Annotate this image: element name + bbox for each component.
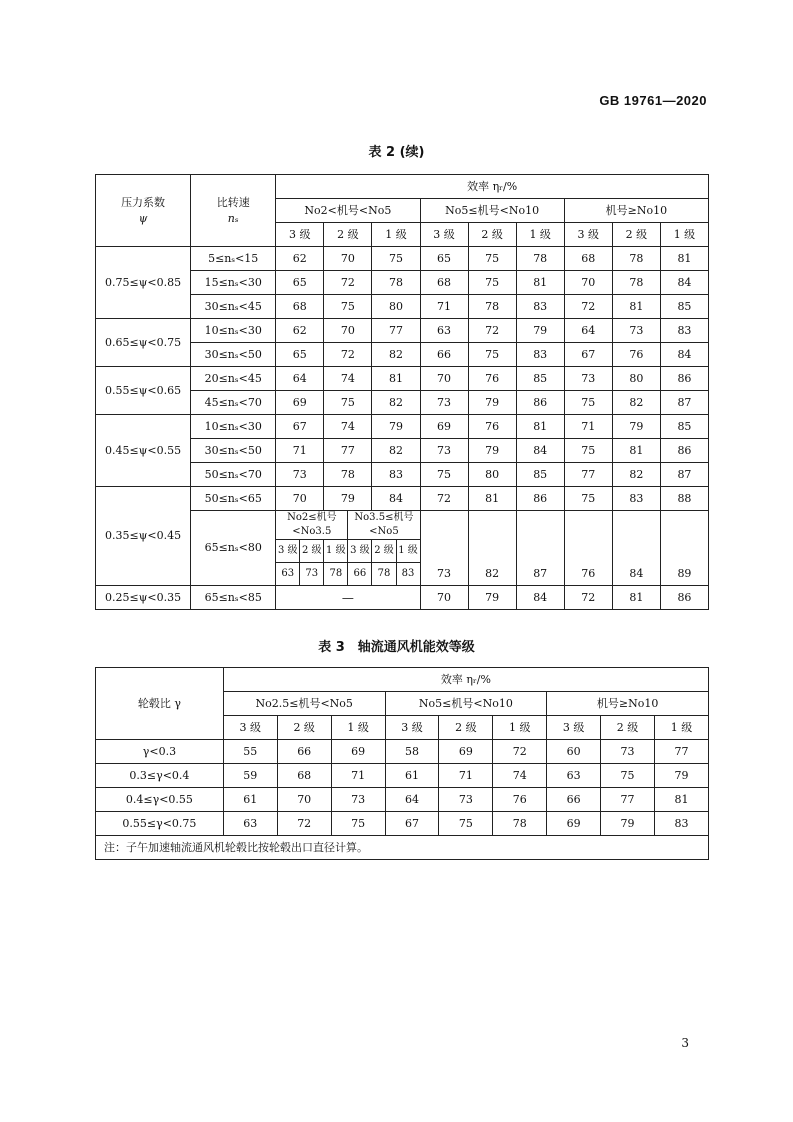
efficiency-value: 75: [331, 812, 385, 836]
table-row: [96, 415, 709, 439]
efficiency-value: 85: [660, 415, 708, 439]
efficiency-value: 72: [420, 487, 468, 511]
efficiency-value: 76: [493, 788, 547, 812]
efficiency-value: 72: [564, 586, 612, 610]
efficiency-value: 73: [420, 511, 468, 586]
hub-ratio-header: 轮毂比 γ: [96, 668, 224, 740]
table2-caption: 表 2 (续): [368, 145, 425, 160]
efficiency-value: 73: [300, 563, 324, 586]
efficiency-value: 69: [276, 391, 324, 415]
efficiency-value: 87: [660, 391, 708, 415]
efficiency-value: 81: [468, 487, 516, 511]
efficiency-value: 75: [564, 439, 612, 463]
grade-header: 3 级: [547, 716, 601, 740]
table3-header-row: [96, 668, 709, 692]
efficiency-value: 72: [564, 295, 612, 319]
specific-speed-range: 30≤nₛ<50: [191, 439, 276, 463]
grade-header: 3 级: [348, 540, 372, 563]
pressure-coefficient-header: [96, 175, 191, 247]
efficiency-value: 70: [564, 271, 612, 295]
grade-header: 1 级: [372, 223, 420, 247]
efficiency-value: 66: [348, 563, 372, 586]
efficiency-value: 81: [612, 439, 660, 463]
grade-header: 1 级: [331, 716, 385, 740]
machine-number-group-header: No2<机号<No5: [276, 199, 420, 223]
grade-header: 3 级: [223, 716, 277, 740]
efficiency-value: 70: [277, 788, 331, 812]
efficiency-value: 60: [547, 740, 601, 764]
efficiency-value: 87: [516, 511, 564, 586]
efficiency-value: 78: [516, 247, 564, 271]
hub-ratio-range: 0.4≤γ<0.55: [96, 788, 224, 812]
grade-header: 1 级: [654, 716, 708, 740]
efficiency-value: 85: [516, 463, 564, 487]
specific-speed-title: 比转速: [216, 195, 250, 209]
efficiency-value: 83: [660, 319, 708, 343]
efficiency-value: 66: [420, 343, 468, 367]
efficiency-value: 83: [516, 343, 564, 367]
specific-speed-range: 45≤nₛ<70: [191, 391, 276, 415]
efficiency-value: 78: [372, 563, 396, 586]
efficiency-value: 79: [372, 415, 420, 439]
efficiency-value: 67: [385, 812, 439, 836]
efficiency-value: 74: [493, 764, 547, 788]
efficiency-value: 58: [385, 740, 439, 764]
grade-header: 1 级: [493, 716, 547, 740]
table2-header-row: [96, 175, 709, 199]
grade-header: 2 级: [300, 540, 324, 563]
table3: [95, 667, 709, 860]
efficiency-value: 63: [276, 563, 299, 586]
efficiency-value: 84: [372, 487, 420, 511]
efficiency-value: 79: [468, 586, 516, 610]
efficiency-value: 82: [468, 511, 516, 586]
efficiency-value: 73: [564, 367, 612, 391]
efficiency-value: 74: [324, 367, 372, 391]
efficiency-value: 63: [547, 764, 601, 788]
efficiency-value: 85: [660, 295, 708, 319]
pressure-coefficient-range: 0.25≤ψ<0.35: [96, 586, 191, 610]
specific-speed-range: 15≤nₛ<30: [191, 271, 276, 295]
efficiency-value: 86: [660, 367, 708, 391]
efficiency-value: 76: [468, 415, 516, 439]
efficiency-value: 81: [654, 788, 708, 812]
machine-number-group-header: No2.5≤机号<No5: [223, 692, 385, 716]
specific-speed-range: 10≤nₛ<30: [191, 415, 276, 439]
efficiency-value: 71: [420, 295, 468, 319]
efficiency-value: 66: [277, 740, 331, 764]
table-row: [96, 367, 709, 391]
efficiency-value: 64: [564, 319, 612, 343]
sub-range-cell: [276, 511, 420, 586]
efficiency-value: 81: [516, 271, 564, 295]
efficiency-value: 84: [516, 586, 564, 610]
efficiency-value: 86: [660, 586, 708, 610]
efficiency-value: 69: [439, 740, 493, 764]
efficiency-value: 74: [324, 415, 372, 439]
not-applicable-dash: —: [276, 586, 420, 610]
specific-speed-range: 30≤nₛ<50: [191, 343, 276, 367]
grade-header: 1 级: [660, 223, 708, 247]
efficiency-value: 62: [276, 319, 324, 343]
efficiency-value: 82: [612, 463, 660, 487]
efficiency-value: 68: [276, 295, 324, 319]
grade-header: 1 级: [516, 223, 564, 247]
efficiency-value: 77: [564, 463, 612, 487]
efficiency-value: 67: [564, 343, 612, 367]
efficiency-value: 83: [396, 563, 419, 586]
efficiency-value: 83: [654, 812, 708, 836]
specific-speed-range: 50≤nₛ<70: [191, 463, 276, 487]
efficiency-value: 73: [420, 391, 468, 415]
efficiency-value: 78: [372, 271, 420, 295]
efficiency-value: 79: [612, 415, 660, 439]
efficiency-value: 83: [612, 487, 660, 511]
efficiency-value: 68: [564, 247, 612, 271]
efficiency-value: 72: [277, 812, 331, 836]
machine-number-group-header: 机号≥No10: [564, 199, 708, 223]
efficiency-value: 84: [516, 439, 564, 463]
efficiency-value: 72: [468, 319, 516, 343]
efficiency-value: 86: [660, 439, 708, 463]
efficiency-value: 72: [324, 343, 372, 367]
page-number: 3: [681, 1036, 689, 1050]
grade-header: 2 级: [277, 716, 331, 740]
grade-header: 3 级: [420, 223, 468, 247]
grade-header: 1 级: [324, 540, 348, 563]
efficiency-value: 65: [276, 343, 324, 367]
efficiency-value: 72: [493, 740, 547, 764]
pressure-coefficient-title: 压力系数: [121, 195, 166, 209]
pressure-coefficient-range: 0.55≤ψ<0.65: [96, 367, 191, 415]
efficiency-value: 75: [564, 487, 612, 511]
efficiency-value: 64: [276, 367, 324, 391]
efficiency-value: 78: [468, 295, 516, 319]
efficiency-value: 77: [372, 319, 420, 343]
efficiency-value: 75: [439, 812, 493, 836]
efficiency-value: 73: [439, 788, 493, 812]
efficiency-value: 73: [612, 319, 660, 343]
efficiency-value: 70: [276, 487, 324, 511]
efficiency-header: 效率 ηᵣ/%: [223, 668, 708, 692]
efficiency-value: 79: [468, 439, 516, 463]
efficiency-value: 83: [516, 295, 564, 319]
efficiency-value: 83: [372, 463, 420, 487]
efficiency-value: 71: [276, 439, 324, 463]
hub-ratio-range: 0.3≤γ<0.4: [96, 764, 224, 788]
specific-speed-range: 5≤nₛ<15: [191, 247, 276, 271]
grade-header: 2 级: [324, 223, 372, 247]
efficiency-value: 77: [654, 740, 708, 764]
efficiency-value: 73: [276, 463, 324, 487]
efficiency-value: 68: [420, 271, 468, 295]
efficiency-value: 80: [612, 367, 660, 391]
efficiency-value: 59: [223, 764, 277, 788]
efficiency-value: 80: [372, 295, 420, 319]
table-row: [96, 586, 709, 610]
efficiency-value: 75: [324, 295, 372, 319]
table2: [95, 174, 709, 610]
table-row: [96, 788, 709, 812]
efficiency-value: 76: [468, 367, 516, 391]
table3-note-row: [96, 836, 709, 860]
efficiency-value: 73: [420, 439, 468, 463]
specific-speed-header: [191, 175, 276, 247]
grade-header: 3 级: [276, 223, 324, 247]
efficiency-value: 80: [468, 463, 516, 487]
efficiency-value: 75: [324, 391, 372, 415]
efficiency-value: 78: [493, 812, 547, 836]
efficiency-value: 86: [516, 391, 564, 415]
efficiency-value: 81: [612, 586, 660, 610]
table-row: [96, 487, 709, 511]
efficiency-value: 69: [331, 740, 385, 764]
pressure-coefficient-range: 0.45≤ψ<0.55: [96, 415, 191, 487]
efficiency-value: 71: [439, 764, 493, 788]
efficiency-value: 82: [372, 439, 420, 463]
efficiency-value: 73: [331, 788, 385, 812]
grade-header: 3 级: [276, 540, 299, 563]
efficiency-value: 82: [372, 343, 420, 367]
efficiency-value: 81: [660, 247, 708, 271]
efficiency-value: 89: [660, 511, 708, 586]
standard-code: GB 19761—2020: [599, 93, 707, 108]
table3-caption: 表 3 轴流通风机能效等级: [318, 640, 475, 655]
efficiency-value: 61: [223, 788, 277, 812]
efficiency-value: 86: [516, 487, 564, 511]
table-row: [96, 319, 709, 343]
efficiency-value: 73: [601, 740, 655, 764]
efficiency-value: 79: [601, 812, 655, 836]
grade-header: 2 级: [439, 716, 493, 740]
efficiency-value: 81: [612, 295, 660, 319]
specific-speed-range: 20≤nₛ<45: [191, 367, 276, 391]
efficiency-value: 79: [468, 391, 516, 415]
efficiency-value: 64: [385, 788, 439, 812]
table-row: [96, 740, 709, 764]
specific-speed-range: 65≤nₛ<85: [191, 586, 276, 610]
efficiency-value: 84: [612, 511, 660, 586]
efficiency-value: 71: [564, 415, 612, 439]
pressure-coefficient-range: 0.35≤ψ<0.45: [96, 487, 191, 586]
efficiency-value: 69: [420, 415, 468, 439]
efficiency-value: 78: [612, 247, 660, 271]
efficiency-value: 70: [324, 319, 372, 343]
machine-number-group-header: No5≤机号<No10: [420, 199, 564, 223]
table-note: 注：子午加速轴流通风机轮毂比按轮毂出口直径计算。: [96, 836, 709, 860]
efficiency-value: 81: [372, 367, 420, 391]
efficiency-value: 75: [564, 391, 612, 415]
efficiency-value: 75: [601, 764, 655, 788]
efficiency-value: 66: [547, 788, 601, 812]
grade-header: 3 级: [385, 716, 439, 740]
hub-ratio-range: γ<0.3: [96, 740, 224, 764]
grade-header: 2 级: [612, 223, 660, 247]
efficiency-value: 75: [468, 271, 516, 295]
hub-ratio-range: 0.55≤γ<0.75: [96, 812, 224, 836]
efficiency-value: 72: [324, 271, 372, 295]
efficiency-value: 85: [516, 367, 564, 391]
pressure-coefficient-range: 0.65≤ψ<0.75: [96, 319, 191, 367]
efficiency-value: 67: [276, 415, 324, 439]
grade-header: 3 级: [564, 223, 612, 247]
machine-number-group-header: No5≤机号<No10: [385, 692, 547, 716]
efficiency-value: 84: [660, 343, 708, 367]
table-row: [96, 812, 709, 836]
grade-header: 2 级: [468, 223, 516, 247]
specific-speed-range: 50≤nₛ<65: [191, 487, 276, 511]
efficiency-value: 84: [660, 271, 708, 295]
grade-header: 2 级: [372, 540, 396, 563]
efficiency-value: 79: [516, 319, 564, 343]
efficiency-value: 88: [660, 487, 708, 511]
efficiency-value: 61: [385, 764, 439, 788]
efficiency-value: 75: [468, 247, 516, 271]
specific-speed-range: 30≤nₛ<45: [191, 295, 276, 319]
efficiency-value: 76: [612, 343, 660, 367]
efficiency-value: 78: [612, 271, 660, 295]
efficiency-value: 65: [420, 247, 468, 271]
efficiency-value: 75: [372, 247, 420, 271]
specific-speed-range: 65≤nₛ<80: [191, 511, 276, 586]
sub-group-header: No2≤机号<No3.5: [276, 511, 348, 540]
grade-header: 1 级: [396, 540, 419, 563]
efficiency-value: 62: [276, 247, 324, 271]
efficiency-value: 70: [420, 586, 468, 610]
efficiency-header: 效率 ηᵣ/%: [276, 175, 709, 199]
efficiency-value: 77: [601, 788, 655, 812]
efficiency-value: 63: [223, 812, 277, 836]
efficiency-value: 79: [324, 487, 372, 511]
efficiency-value: 75: [420, 463, 468, 487]
efficiency-value: 82: [372, 391, 420, 415]
pressure-coefficient-range: 0.75≤ψ<0.85: [96, 247, 191, 319]
efficiency-value: 65: [276, 271, 324, 295]
sub-range-table: [276, 511, 419, 585]
efficiency-value: 78: [324, 563, 348, 586]
specific-speed-range: 10≤nₛ<30: [191, 319, 276, 343]
efficiency-value: 70: [420, 367, 468, 391]
efficiency-value: 68: [277, 764, 331, 788]
table-row: [96, 247, 709, 271]
efficiency-value: 78: [324, 463, 372, 487]
specific-speed-symbol: nₛ: [227, 211, 239, 225]
efficiency-value: 55: [223, 740, 277, 764]
efficiency-value: 63: [420, 319, 468, 343]
efficiency-value: 82: [612, 391, 660, 415]
efficiency-value: 79: [654, 764, 708, 788]
efficiency-value: 87: [660, 463, 708, 487]
efficiency-value: 76: [564, 511, 612, 586]
machine-number-group-header: 机号≥No10: [547, 692, 709, 716]
pressure-coefficient-symbol: ψ: [138, 211, 148, 225]
grade-header: 2 级: [601, 716, 655, 740]
efficiency-value: 71: [331, 764, 385, 788]
efficiency-value: 69: [547, 812, 601, 836]
sub-group-header: No3.5≤机号<No5: [348, 511, 420, 540]
efficiency-value: 70: [324, 247, 372, 271]
efficiency-value: 75: [468, 343, 516, 367]
table-row: [96, 764, 709, 788]
efficiency-value: 77: [324, 439, 372, 463]
efficiency-value: 81: [516, 415, 564, 439]
